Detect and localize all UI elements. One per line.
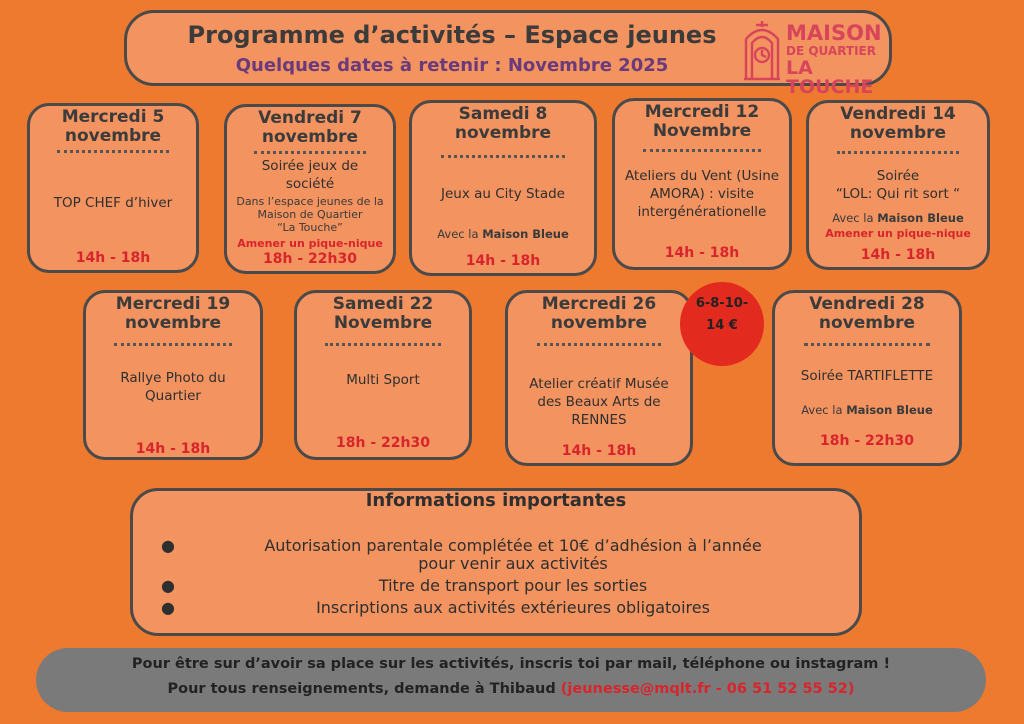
activity-time: 14h - 18h [664,245,740,261]
activity-time: 14h - 18h [465,253,541,269]
dotted-divider [804,343,929,346]
activity-note: Amener un pique-nique [237,237,383,250]
footer-contact-prefix: Pour tous renseignements, demande à Thibaud [167,681,556,697]
bullet-icon: ● [161,576,175,595]
activity-note: Amener un pique-nique [825,227,971,240]
activity-title: TOP CHEF d’hiver [53,195,173,211]
header-banner [124,10,892,98]
activity-card-mercredi-26 [505,290,693,466]
partner-prefix: Avec la [437,227,479,241]
bullet-icon: ● [161,598,175,617]
maison-de-quartier-logo [742,17,882,98]
dotted-divider [441,155,565,158]
activity-title: Jeux au City Stade [440,186,565,202]
dotted-divider [837,151,958,154]
activity-time: 14h - 18h [75,250,151,266]
activity-card-mercredi-5 [27,103,199,273]
clock-tower-icon [742,19,782,81]
activity-date: Samedi 8 novembre [454,104,552,143]
activity-time: 14h - 18h [561,443,637,459]
activity-time: 18h - 22h30 [336,435,430,451]
activity-title: Soirée “LOL: Qui rit sort “ [835,168,961,202]
price-badge [680,282,764,366]
activity-time: 18h - 22h30 [263,251,357,267]
activity-title: Multi Sport [346,372,420,388]
price-badge-line2: 14 € [706,318,738,333]
dotted-divider [537,343,661,346]
activity-partner [416,227,590,241]
activity-partner [813,211,983,225]
activity-time: 14h - 18h [135,441,211,457]
activity-date: Mercredi 19 novembre [115,294,231,333]
footer-banner [36,648,986,712]
info-item [161,599,829,617]
info-title: Informations importantes [365,490,627,511]
page-title: Programme d’activités – Espace jeunes [187,21,717,49]
info-item [161,537,829,573]
activity-date: Vendredi 28 novembre [809,294,925,333]
activity-date: Vendredi 14 novembre [840,104,956,143]
activity-detail: Dans l’espace jeunes de la Maison de Quartier “La Touche” [236,195,384,234]
partner-name: Maison Bleue [482,227,569,241]
dotted-divider [643,149,761,152]
info-item-text: Autorisation parentale complétée et 10€ d’adhésion à l’année pour venir aux activités [264,536,762,573]
partner-prefix: Avec la [801,403,843,417]
partner-prefix: Avec la [832,211,874,225]
activity-time: 18h - 22h30 [820,433,914,449]
activity-card-vendredi-28 [772,290,962,466]
activity-title: Soirée TARTIFLETTE [800,368,934,384]
activity-card-samedi-8 [409,100,597,276]
activity-card-vendredi-7 [224,104,396,274]
activity-title: Soirée jeux de société [261,158,359,192]
dotted-divider [114,343,232,346]
activity-card-vendredi-14 [806,100,990,270]
logo-text-la-touche: LA TOUCHE [786,57,874,98]
footer-registration-text: Pour être sur d’avoir sa place sur les activités, inscris toi par mail, téléphone ou instagram ! [131,656,891,672]
activity-date: Mercredi 5 novembre [61,107,165,146]
partner-name: Maison Bleue [846,403,933,417]
activity-title: Atelier créatif Musée des Beaux Arts de RENNES [529,376,669,428]
important-info-box [130,488,862,636]
activity-date: Vendredi 7 novembre [258,108,362,147]
footer-contact-details[interactable]: (jeunesse@mqlt.fr - 06 51 52 55 52) [560,681,855,697]
partner-name: Maison Bleue [877,211,964,225]
bullet-icon: ● [161,536,175,555]
activity-card-mercredi-19 [83,290,263,460]
activity-time: 14h - 18h [860,247,936,263]
page-subtitle: Quelques dates à retenir : Novembre 2025 [235,55,669,76]
activity-title: Rallye Photo du Quartier [120,370,226,404]
info-list [161,537,829,617]
logo-text-de-quartier: DE QUARTIER [786,44,876,58]
activity-title: Ateliers du Vent (Usine AMORA) : visite intergénérationelle [624,168,780,220]
activity-card-samedi-22 [294,290,472,460]
logo-text-maison: MAISON [786,21,882,45]
info-item-text: Titre de transport pour les sorties [378,576,648,595]
dotted-divider [325,343,442,346]
activity-date: Samedi 22 Novembre [332,294,434,333]
activity-partner [779,403,955,417]
info-item-text: Inscriptions aux activités extérieures obligatoires [316,598,710,617]
activity-date: Mercredi 26 novembre [541,294,657,333]
footer-contact-line [36,681,986,697]
info-item [161,577,829,595]
activity-date: Mercredi 12 Novembre [644,102,760,141]
activity-card-mercredi-12 [612,98,792,270]
dotted-divider [254,151,367,154]
dotted-divider [57,150,170,153]
price-badge-line1: 6-8-10- [695,296,749,311]
